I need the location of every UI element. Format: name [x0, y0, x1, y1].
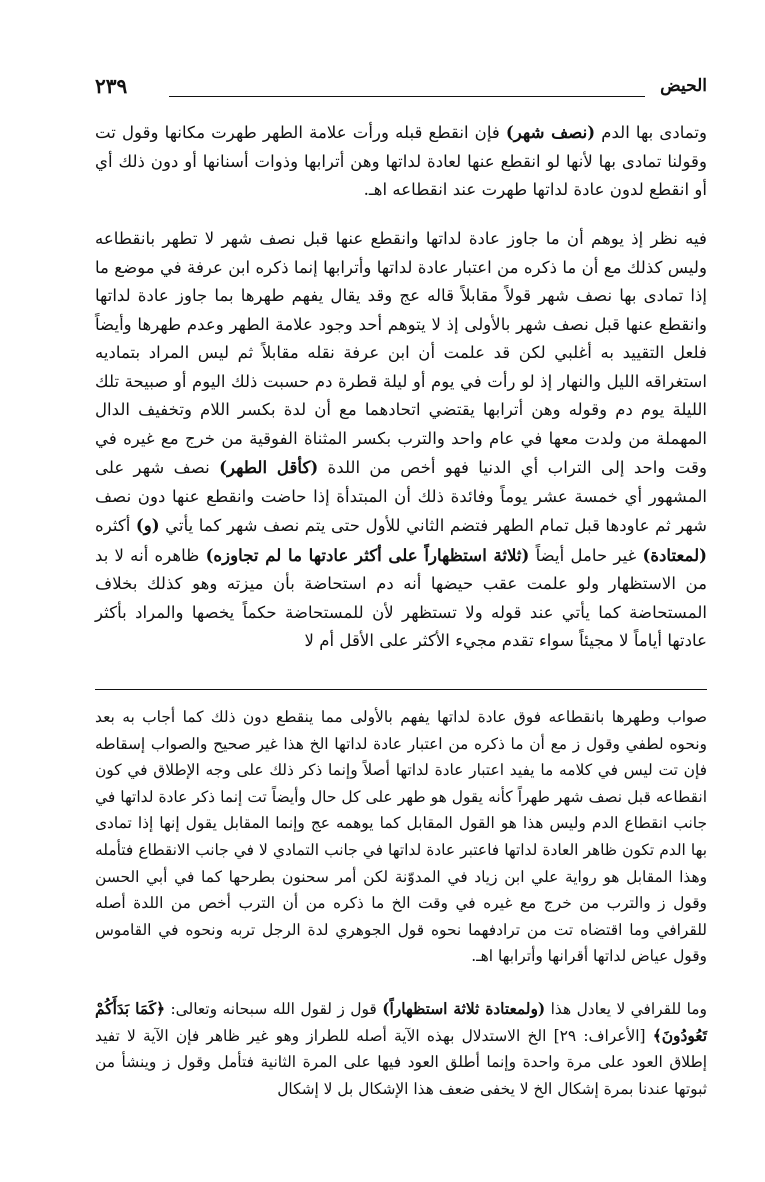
text-run: أكثره	[95, 516, 136, 535]
text-run: فيه نظر إذ يوهم أن ما جاوز عادة لداتها وانقطع عنها قبل نصف شهر لا تطهر بانقطاعه وليس كذلك مع أن ما ذكره من اعتبار عادة لداتها وأترابها إنما ذكره ابن عرفة في موضع ما إذا تمادى بها نصف شهر قولاً مقابلاً قاله عج وقد يقال يفهم طهرها بما جاوز عادة لداتها وانقطع عنها قبل نصف شهر بالأولى إذ لا يتوهم أحد وجود علامة الطهر وعدم طهرها وأيضاً فلعل التقييد به أغلبي لكن قد علمت أن ابن عرفة نقله مقابلاً ثم ليس المراد بتماديه استغراقه الليل والنهار إذ لو رأت في يوم أو ليلة قطرة دم حسبت ذلك اليوم أو صبيحة تلك الليلة يوم دم وقوله وهن أترابها يقتضي اتحادهما مع أن لدة بكسر اللام وتخفيف الدال المهملة من ولدت معها في عام واحد والترب بكسر المثناة الفوقية من خرج مع غيره في وقت واحد إلى التراب أي الدنيا فهو أخص من اللدة	[95, 229, 707, 477]
matn-term: (و)	[135, 515, 160, 535]
main-paragraph-2	[95, 225, 707, 656]
header-rule	[169, 96, 645, 97]
matn-term: (ولمعتادة ثلاثة استظهاراً)	[382, 1000, 546, 1018]
quran-verse: ﴿كَمَا بَدَأَكُمْ تَعُودُونَ﴾	[95, 1000, 707, 1045]
text-run: غير حامل أيضاً	[529, 545, 643, 565]
matn-term: (لمعتادة)	[642, 544, 707, 565]
text-run: ظاهره أنه لا بد من الاستظهار ولو علمت عقب حيضها أنه دم استحاضة بأن ميزته وهو كذلك بخلاف المستحاضة كما يأتي عند قوله ولا تستظهر لأن للمستحاضة حكماً يخصها والمراد بأكثر عادتها أياماً لا مجيئاً سواء تقدم مجيء الأكثر على الأقل أم لا	[95, 545, 707, 650]
text-run: وما للقرافي لا يعادل هذا	[545, 1000, 707, 1018]
footnote-paragraph-1: صواب وطهرها بانقطاعه فوق عادة لداتها يفهم بالأولى مما ينقطع دون ذلك كما أجاب به بعد ونحوه لطفي وقول ز مع أن ما ذكره من اعتبار عادة لداتها الخ هذا غير صحيح والصواب إسقاطه فإن تت ليس في كلامه ما يفيد اعتبار عادة لداتها أصلاً وإنما ذكر ذلك على وجه الإطلاق في كون انقطاعه قبل نصف شهر طهراً كأنه يقول هو طهر على كل حال وأيضاً تت إنما ذكر عادة لداتها في جانب انقطاع الدم وليس هذا هو القول المقابل كما يوهمه عج وإنما المقابل يقول إنها إذا تمادى بها الدم تكون ظاهر العادة لداتها فاعتبر عادة لداتها في جانب التمادي لا في جانب الانقطاع فتأمله وهذا المقابل هو رواية علي ابن زياد في المدوّنة لكن أمر سحنون بطرحها كما في أبي الحسن وقول ز والترب من خرج مع غيره في وقت الخ ما ذكره من أن الترب أخص من اللدة أصله للقرافي وما اقتضاه تت من ترادفهما نحوه قول الجوهري لدة الرجل تربه ونحوه في القاموس وقول عياض لداتها أقرانها وأترابها اهـ.	[95, 708, 707, 966]
footnote-divider	[95, 689, 707, 690]
matn-term: (ثلاثة استظهاراً على أكثر عادتها ما لم تجاوزه)	[205, 544, 530, 565]
text-run: نصف شهر على المشهور أي خمسة عشر يوماً وفائدة ذلك أن المبتدأة إذا حاضت وانقطع عنها دون نصف شهر ثم عاودها قبل تمام الطهر فتضم الثاني للأول حتى يتم نصف شهر كما يأتي	[95, 458, 707, 535]
matn-term: (كأقل الطهر)	[219, 457, 319, 477]
text-run: [الأعراف: ٢٩] الخ الاستدلال بهذه الآية أصله للطراز وهو غير ظاهر فإن الآية لا تفيد إطلاق العود على مرة واحدة وإنما أطلق العود فيها على المرة الثانية فتأمل وقول ز وينشأ من ثبوتها عندنا بمرة إشكال الخ لا يخفى ضعف هذا الإشكال بل لا إشكال	[95, 1026, 707, 1098]
matn-term: (نصف شهر)	[505, 122, 596, 142]
chapter-title: الحيض	[660, 76, 707, 96]
text-run: وتمادى بها الدم	[595, 123, 707, 142]
text-run: قول ز لقول الله سبحانه وتعالى:	[165, 1000, 383, 1018]
page-header	[95, 72, 707, 102]
main-paragraph-1	[95, 118, 707, 205]
text-run: فإن انقطع قبله ورأت علامة الطهر طهرت مكانها وقول تت وقولنا تمادى بها لأنها لو انقطع عنها لعادة لداتها وهن أترابها وذوات أسنانها أو دون ذلك أي أو انقطع لدون عادة لداتها طهرت عند انقطاعه اهـ.	[95, 123, 707, 199]
page-number: ٢٣٩	[95, 74, 128, 98]
footnote-paragraph-2	[95, 996, 707, 1102]
